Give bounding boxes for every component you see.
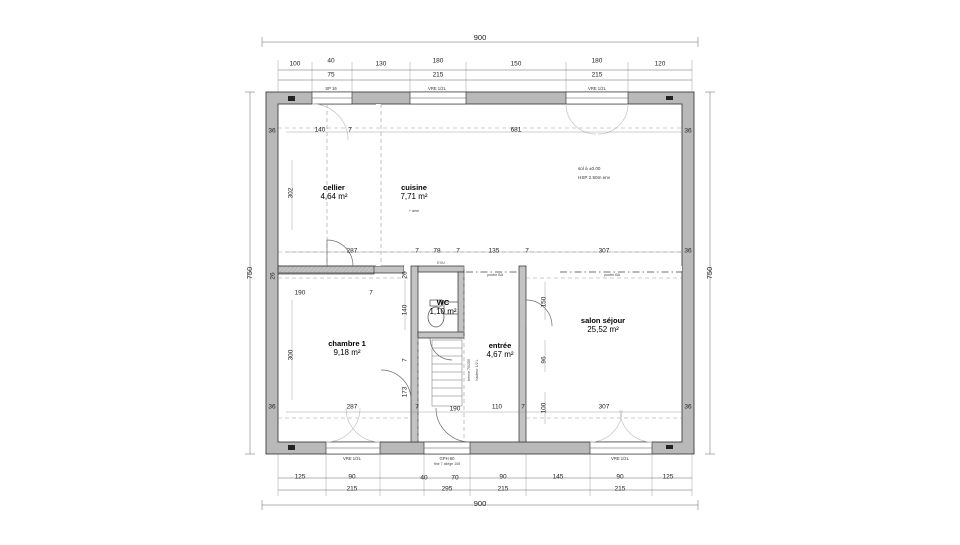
- room-cellier-name: cellier: [323, 183, 345, 192]
- room-salon-name: salon séjour: [580, 316, 626, 325]
- wall-thickness-br: 36: [684, 403, 692, 411]
- room-cellier-area: 4,64 m²: [320, 192, 348, 201]
- level-note-1: sol à ±0.00: [578, 166, 601, 171]
- dim-bot-sub-1: 215: [346, 485, 358, 493]
- dim-low-190: 190: [449, 405, 461, 413]
- hatched-wall-segment: [278, 266, 374, 274]
- dim-int-302: 302: [287, 187, 295, 199]
- dim-top-3: 130: [375, 60, 387, 68]
- room-cuisine-area: 7,71 m²: [400, 192, 428, 201]
- dim-top-5: 150: [510, 60, 522, 68]
- dim-int-300: 300: [287, 349, 295, 361]
- dim-mid-7c: 7: [525, 247, 529, 255]
- room-wc-area: 1,10 m²: [429, 307, 457, 316]
- room-chambre-area: 9,18 m²: [333, 348, 361, 357]
- dim-top-sub-1: 75: [327, 71, 335, 79]
- opening-label-bottom-1: VRE 1/2L: [343, 455, 361, 461]
- door-note-label: hauteur 1/2 L: [475, 359, 480, 381]
- dim-low-110: 110: [491, 403, 503, 411]
- dim-salon-96: 96: [540, 356, 548, 364]
- beam-label-2: poutre BA: [604, 273, 620, 278]
- dim-low-7b: 7: [521, 403, 525, 411]
- opening-label-top-3: VRE 1/2L: [588, 85, 606, 91]
- dim-mid-78: 78: [433, 247, 441, 255]
- room-chambre-name: chambre 1: [328, 339, 366, 348]
- dim-top-1: 100: [289, 60, 301, 68]
- dim-top-4: 180: [432, 57, 444, 65]
- room-wc: [429, 298, 456, 316]
- opening-label-bottom-4: VRE 1/2L: [611, 455, 629, 461]
- dim-corridor-140: 140: [401, 304, 409, 316]
- dim-int-140: 140: [314, 126, 326, 134]
- dim-bot-sub-3: 215: [497, 485, 509, 493]
- opening-label-bottom-3: fine 7 allège 105: [433, 462, 461, 467]
- dim-int-681: 681: [510, 126, 522, 134]
- dim-top-2: 40: [327, 57, 335, 65]
- dim-top-overall: 900: [473, 33, 487, 43]
- wall-thickness-bl: 36: [268, 403, 276, 411]
- dim-low-7a: 7: [415, 403, 419, 411]
- dim-left-26: 26: [269, 272, 277, 280]
- room-cuisine-name: cuisine: [401, 183, 427, 192]
- room-entree: [486, 341, 513, 359]
- dim-mid-307: 307: [598, 247, 610, 255]
- room-wc-name: WC: [436, 298, 450, 307]
- dim-bot-sub-2: 295: [441, 485, 453, 493]
- room-salon-sejour: [581, 316, 625, 334]
- dim-bot-8: 125: [662, 473, 674, 481]
- wall-thickness-tl: 36: [268, 127, 276, 135]
- level-note-2: HSP 2.50m env: [578, 175, 611, 180]
- wall-thickness-mr: 36: [684, 247, 692, 255]
- stair-note-label: trémie 70/250: [467, 359, 472, 381]
- dim-top-7: 120: [654, 60, 666, 68]
- dim-bot-4: 70: [451, 474, 459, 482]
- room-entree-area: 4,67 m²: [486, 350, 514, 359]
- beam-label-1: poutre BA: [487, 273, 503, 278]
- room-entree-name: entrée: [488, 341, 512, 350]
- dim-bot-3: 40: [420, 474, 428, 482]
- dim-corridor-26: 26: [401, 271, 409, 279]
- dim-bot-5: 90: [499, 473, 507, 481]
- dim-right-overall: 750: [705, 266, 715, 280]
- dim-top-6: 180: [591, 57, 603, 65]
- dim-bot-sub-4: 215: [614, 485, 626, 493]
- room-salon-area: 25,52 m²: [587, 325, 619, 334]
- dim-mid-7a: 7: [415, 247, 419, 255]
- dim-salon-150: 150: [540, 296, 548, 308]
- dim-corridor-7: 7: [401, 358, 409, 362]
- room-cellier: [320, 183, 347, 201]
- dim-low-287: 287: [346, 403, 358, 411]
- dim-top-sub-3: 215: [591, 71, 603, 79]
- dim-bot-2: 90: [348, 473, 356, 481]
- dim-mid-135: 135: [488, 247, 500, 255]
- wall-thickness-tr: 36: [684, 127, 692, 135]
- dim-salon-100: 100: [540, 402, 548, 414]
- opening-label-sp16: SP 16: [325, 85, 337, 91]
- room-chambre-1: [328, 339, 366, 357]
- dim-bottom-overall: 900: [473, 499, 487, 509]
- dim-left-190: 190: [294, 289, 306, 297]
- dim-low-307: 307: [598, 403, 610, 411]
- opening-label-top-2: VRE 1/2L: [428, 85, 446, 91]
- dim-int-7a: 7: [348, 126, 352, 134]
- opening-label-bottom-2: GPH 60: [439, 455, 455, 461]
- dim-bot-6: 145: [552, 473, 564, 481]
- dim-left-overall: 750: [245, 266, 255, 280]
- dim-corridor-173: 173: [401, 386, 409, 398]
- dim-mid-287: 287: [346, 247, 358, 255]
- wc-evac-label: EVU: [437, 261, 445, 266]
- kitchen-note: + aère: [408, 209, 420, 214]
- dim-top-sub-2: 215: [432, 71, 444, 79]
- dim-bot-7: 90: [616, 473, 624, 481]
- dim-bot-1: 125: [294, 473, 306, 481]
- room-cuisine: [400, 183, 427, 201]
- dim-left-7: 7: [369, 289, 373, 297]
- dim-mid-7b: 7: [456, 247, 460, 255]
